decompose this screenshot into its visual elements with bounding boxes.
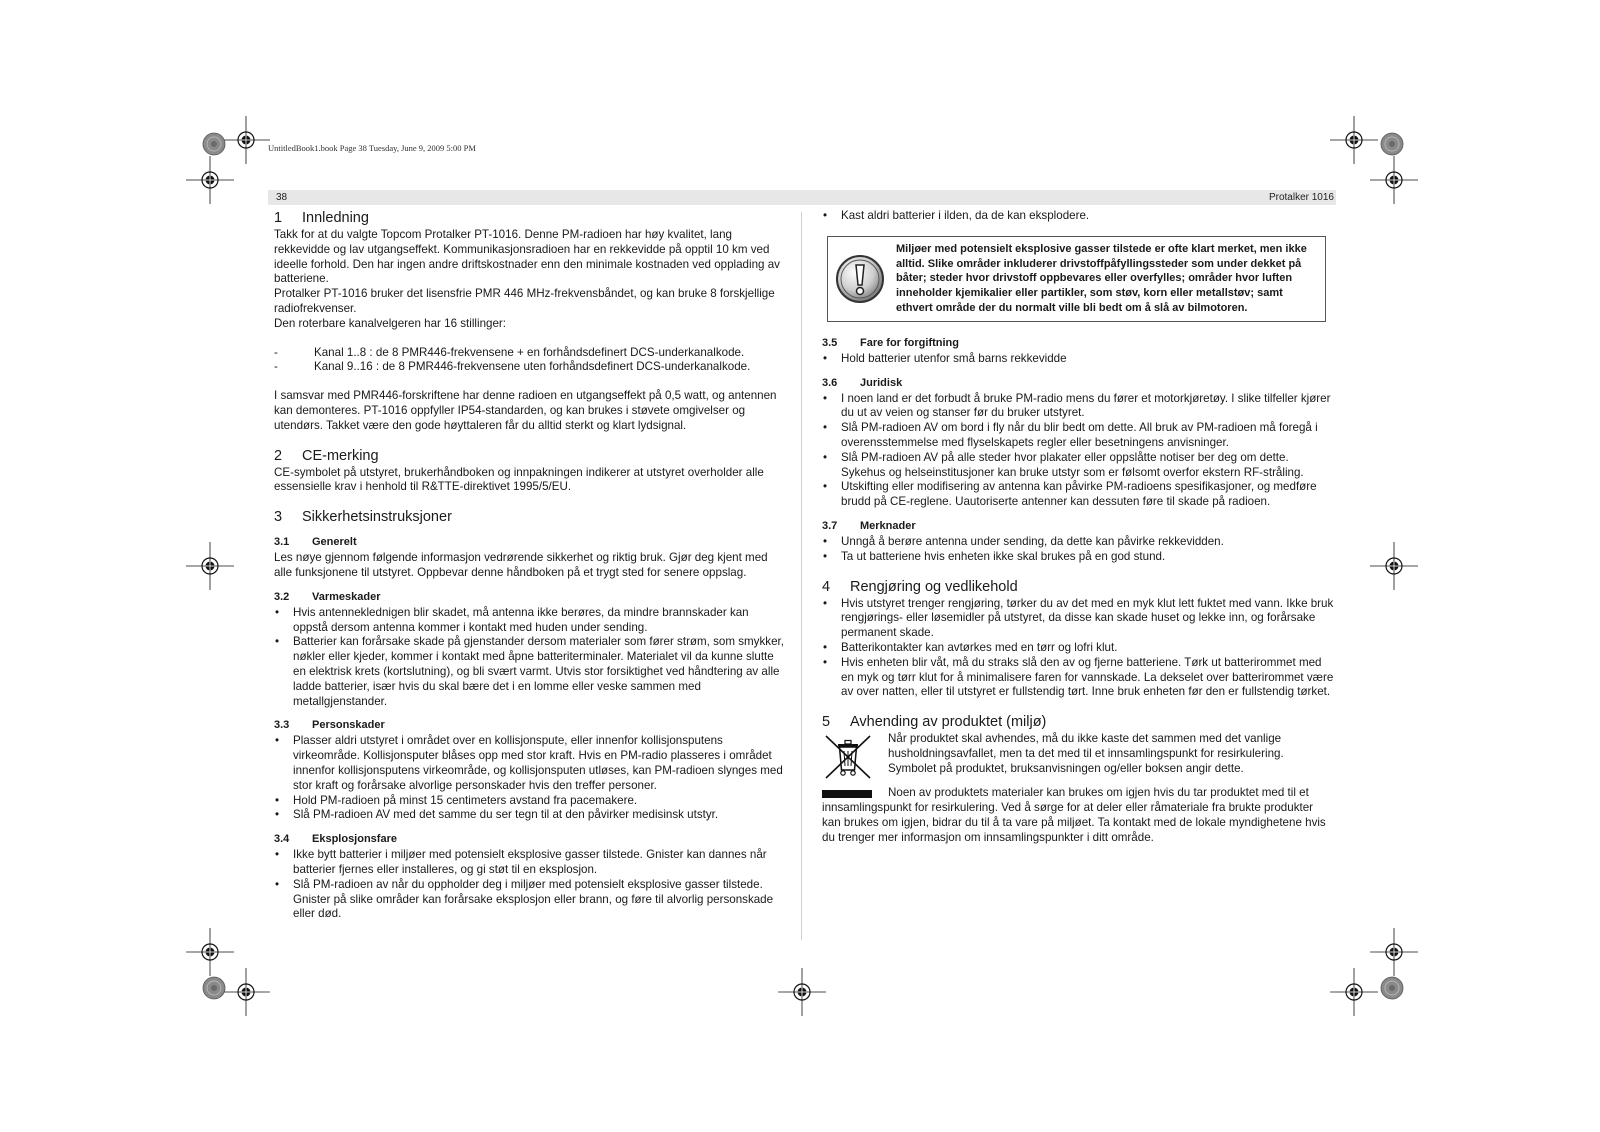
list-item: • Hvis antenneklednigen blir skadet, må antenna ikke berøres, da mindre brannskader kan oppstå dersom antenna kommer i kontakt med huden under sending.: [274, 606, 784, 636]
list-item: • Slå PM-radioen AV på alle steder hvor plakater eller oppslåtte notiser ber deg om dette. Sykehus og helseinstitusjoner kan bruke utstyr som er følsomt overfor ekstern RF-stråling.: [822, 451, 1334, 481]
column-divider: [801, 212, 802, 940]
list-item: • I noen land er det forbudt å bruke PM-radio mens du fører et motorkjøretøy. I slike tilfeller kjører du ut av veien og stanser før du bruker utstyret.: [822, 392, 1334, 422]
warning-text: Miljøer med potensielt eksplosive gasser tilstede er ofte klart merket, men ikke alltid. Slike områder inkluderer drivstoffpåfyllingssteder som under dekket på båter; steder hvor drivstoff oppbevares eller overfylles; områder hvor luften inneholder kjemikalier eller partikler, som støv, korn eller metallstøv; samt ethvert område der du normalt ville bli bedt om å slå av bilmotoren.: [896, 242, 1307, 314]
list-item: • Utskifting eller modifisering av antenna kan påvirke PM-radioens spesifikasjoner, og medføre brudd på CE-reglene. Uautoriserte antenner kan dessuten føre til skade på radioen.: [822, 480, 1334, 510]
paragraph: Den roterbare kanalvelgeren har 16 stillinger:: [274, 316, 507, 330]
list-item: • Slå PM-radioen AV med det samme du ser tegn til at den påvirker medisinsk utstyr.: [274, 808, 784, 823]
registration-mark-icon: [222, 968, 270, 1016]
crossed-out-bin-icon: [822, 732, 876, 798]
list-item: • Hold batterier utenfor små barns rekkevidde: [822, 352, 1334, 367]
list-item: • Hold PM-radioen på minst 15 centimeters avstand fra pacemakere.: [274, 794, 784, 809]
registration-mark-icon: [186, 542, 234, 590]
registration-mark-icon: [1370, 542, 1418, 590]
color-bar-icon: [1380, 976, 1404, 1000]
section-3-7-heading: 3.7 Merknader: [822, 519, 916, 532]
running-header-bar: [268, 190, 1336, 205]
registration-mark-icon: [1370, 156, 1418, 204]
section-3-2-heading: 3.2 Varmeskader: [274, 590, 381, 603]
bullet-list: [822, 597, 1334, 701]
list-item: • Ikke bytt batterier i miljøer med potensielt eksplosive gasser tilstede. Gnister kan dannes når batterier fjernes eller installeres, og gi støt til en eksplosjon.: [274, 848, 784, 878]
page-number: 38: [276, 192, 288, 203]
list-item: • Slå PM-radioen AV om bord i fly når du blir bedt om dette. All bruk av PM-radioen må foregå i overensstemmelse med flyselskapets regler eller besetningens anvisninger.: [822, 421, 1334, 451]
registration-mark-icon: [778, 968, 826, 1016]
list-item: - Kanal 1..8 : de 8 PMR446-frekvensene + en forhåndsdefinert DCS-underkanalkode.: [274, 345, 745, 359]
list-item: • Plasser aldri utstyret i området over en kollisjonspute, eller innenfor kollisjonsputens virkeområde. Kollisjonsputer blåses opp med stor kraft. Hvis en PM-radio plasseres i området innenfor kollisjonsputens virkeområde, og kollisjonsputen utløses, kan PM-radioen slynges med stor kraft og forårsake alvorlige personskader hvis den treffer personer.: [274, 734, 784, 793]
weee-bar: [822, 790, 872, 798]
channel-list: [274, 346, 784, 376]
section-3-4-heading: 3.4 Eksplosjonsfare: [274, 833, 397, 846]
exclamation-warning-icon: [834, 253, 886, 305]
bullet-list: [274, 734, 784, 823]
paragraph: Takk for at du valgte Topcom Protalker PT-1016. Denne PM-radioen har høy kvalitet, lang rekkevidde og lav utgangseffekt. Kommunikasjonsradioen har en rekkevidde på opptil 10 km ved ideelle forhold. Den har ingen andre driftskostnader enn den minimale kostnaden ved opplading av batteriene.: [274, 228, 780, 286]
list-item: • Batterier kan forårsake skade på gjenstander dersom materialer som fører strøm, som smykker, nøkler eller kjeder, kommer i kontakt med åpne batteriterminaler. Materialet vil da kunne slutte en elektrisk krets (kortslutning), og bli svært varmt. Utvis stor forsiktighet ved håndtering av alle ladde batterier, især hvis du skal bære det i en lomme eller veske sammen med metallgjenstander.: [274, 635, 784, 709]
paragraph: CE-symbolet på utstyret, brukerhåndboken og innpakningen indikerer at utstyret overholder alle essensielle krav i henhold til R&TTE-direktivet 1995/5/EU.: [274, 465, 764, 494]
section-3-1-heading: 3.1 Generelt: [274, 536, 357, 549]
paragraph: Les nøye gjennom følgende informasjon vedrørende sikkerhet og riktig bruk. Gjør deg kjent med alle funksjonene til utstyret. Oppbevar denne håndboken på et trygt sted for senere oppslag.: [274, 551, 768, 579]
bullet-list: [274, 606, 784, 710]
list-item: - Kanal 9..16 : de 8 PMR446-frekvensene uten forhåndsdefinert DCS-underkanalkode.: [274, 360, 751, 374]
bullet-list: [822, 352, 1334, 367]
list-item: • Hvis utstyret trenger rengjøring, tørker du av det med en myk klut lett fuktet med vann. Ikke bruk rengjørings- eller løsemidler på utstyret, da disse kan skade huset og lekke inn, og forårsake permanent skade.: [822, 597, 1334, 641]
bullet-list: [274, 848, 784, 922]
paragraph: I samsvar med PMR446-forskriftene har denne radioen en utgangseffekt på 0,5 watt, og antennen kan demonteres. PT-1016 oppfyller IP54-standarden, og kan brukes i støvete omgivelser og utendørs. Takket være den gode høyttaleren får du alltid sterkt og klart lydsignal.: [274, 389, 777, 432]
print-slug: UntitledBook1.book Page 38 Tuesday, June 9, 2009 5:00 PM: [268, 143, 476, 153]
section-3-5-heading: 3.5 Fare for forgiftning: [822, 336, 959, 349]
section-3-6-heading: 3.6 Juridisk: [822, 376, 903, 389]
color-bar-icon: [202, 976, 226, 1000]
running-header-title: Protalker 1016: [1268, 192, 1334, 203]
left-column: [274, 209, 784, 922]
warning-box: [827, 236, 1326, 322]
section-3-heading: 3 Sikkerhetsinstruksjoner: [274, 509, 452, 526]
list-item: • Hvis enheten blir våt, må du straks slå den av og fjerne batteriene. Tørk ut batterirommet med en myk og tørr klut for å minimalisere faren for vannskade. La dekselet over batterirommet være av over natten, eller til utstyret er fullstendig tørt. Inne bruk enheten før den er fullstendig tørket.: [822, 656, 1334, 700]
color-bar-icon: [1380, 132, 1404, 156]
paragraph: Når produktet skal avhendes, må du ikke kaste det sammen med det vanlige husholdningsavfallet, men ta det med til et innsamlingspunkt for resirkulering. Symbolet på produktet, bruksanvisningen og/eller boksen angir dette.: [888, 732, 1284, 775]
section-4-heading: 4 Rengjøring og vedlikehold: [822, 578, 1018, 595]
bullet-list: [822, 535, 1334, 565]
section-1-heading: 1 Innledning: [274, 210, 369, 226]
bullet-list: [822, 209, 1334, 224]
color-bar-icon: [202, 132, 226, 156]
list-item: • Batterikontakter kan avtørkes med en tørr og lofri klut.: [822, 641, 1334, 656]
section-2-heading: 2 CE-merking: [274, 447, 379, 464]
list-item: • Ta ut batteriene hvis enheten ikke skal brukes på en god stund.: [822, 550, 1334, 565]
bullet-list: [822, 392, 1334, 510]
list-item: • Kast aldri batterier i ilden, da de kan eksplodere.: [822, 209, 1334, 224]
list-item: • Slå PM-radioen av når du oppholder deg i miljøer med potensielt eksplosive gasser tilstede. Gnister på slike områder kan forårsake eksplosjon eller brann, og føre til alvorlig personskade eller død.: [274, 878, 784, 922]
section-5-heading: 5 Avhending av produktet (miljø): [822, 714, 1047, 731]
section-3-3-heading: 3.3 Personskader: [274, 719, 385, 732]
registration-mark-icon: [186, 156, 234, 204]
paragraph: Protalker PT-1016 bruker det lisensfrie PMR 446 MHz-frekvensbåndet, og kan bruke 8 forskjellige radiofrekvenser.: [274, 287, 775, 315]
right-column: [822, 209, 1334, 845]
paragraph: Noen av produktets materialer kan brukes om igjen hvis du tar produktet med til et innsamlingspunkt for resirkulering. Ved å sørge for at deler eller råmateriale fra brukte produkter kan brukes om igjen, bidrar du til å ta vare på miljøet. Ta kontakt med de lokale myndighetene hvis du trenger mer informasjon om innsamlingspunkter i ditt område.: [822, 786, 1326, 844]
registration-mark-icon: [1330, 968, 1378, 1016]
list-item: • Unngå å berøre antenna under sending, da dette kan påvirke rekkevidden.: [822, 535, 1334, 550]
